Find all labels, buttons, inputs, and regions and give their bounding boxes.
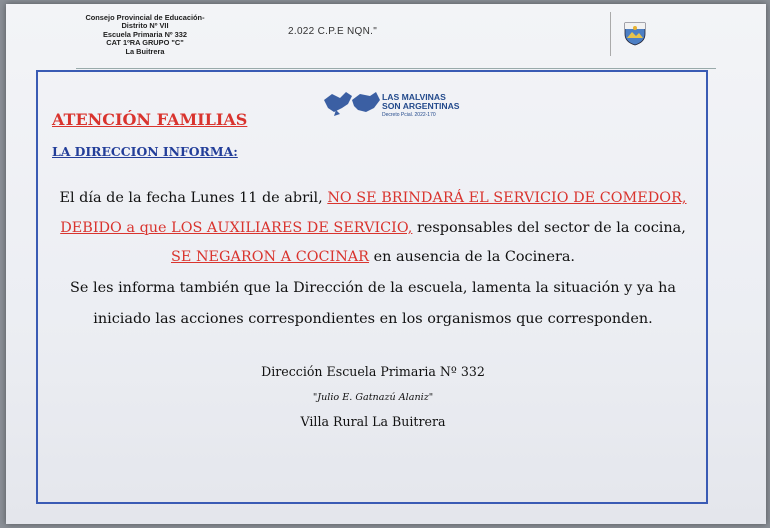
- highlight-text: SE NEGARON A COCINAR: [171, 249, 370, 265]
- header-rule: [76, 68, 716, 69]
- notice-title: ATENCIÓN FAMILIAS: [52, 110, 248, 129]
- year-motto: 2.022 C.P.E NQN.": [288, 26, 378, 37]
- notice-line-1: [40, 190, 706, 206]
- logo-line: LAS MALVINAS: [382, 92, 446, 102]
- notice-line-2: [40, 220, 706, 236]
- line-text: El día de la fecha Lunes 11 de abril,: [59, 190, 323, 206]
- logo-line: SON ARGENTINAS: [382, 101, 460, 111]
- notice-line-3: [40, 249, 706, 265]
- signature-place: Villa Rural La Buitrera: [300, 414, 446, 429]
- highlight-text: DEBIDO a que LOS AUXILIARES DE SERVICIO,: [60, 220, 413, 236]
- signature-school: Dirección Escuela Primaria Nº 332: [261, 364, 485, 379]
- header-line: CAT 1ºRA GRUPO "C": [106, 38, 184, 48]
- province-crest-icon: [620, 20, 650, 46]
- signature-name: "Julio E. Gatnazú Alaniz": [312, 392, 434, 403]
- notice-line-4: Se les informa también que la Dirección de la escuela, lamenta la situación y ya ha: [70, 280, 676, 296]
- institution-header: [60, 14, 230, 56]
- malvinas-logo-text: [382, 93, 460, 119]
- header-line: Consejo Provincial de Educación-: [85, 13, 205, 22]
- header-line: Distrito Nº VII: [121, 21, 169, 31]
- header-line: La Buitrera: [125, 46, 165, 56]
- notice-line-5: iniciado las acciones correspondientes en los organismos que corresponden.: [93, 311, 653, 327]
- header-line: Escuela Primaria Nº 332: [102, 29, 188, 39]
- header-divider: [610, 12, 611, 56]
- logo-decree: Decreto Pcial. 2022-170: [382, 112, 436, 118]
- line-text: en ausencia de la Cocinera.: [373, 249, 575, 265]
- notice-subtitle: LA DIRECCION INFORMA:: [52, 144, 238, 159]
- line-text: responsables del sector de la cocina,: [416, 220, 686, 236]
- highlight-text: NO SE BRINDARÁ EL SERVICIO DE COMEDOR,: [327, 190, 687, 206]
